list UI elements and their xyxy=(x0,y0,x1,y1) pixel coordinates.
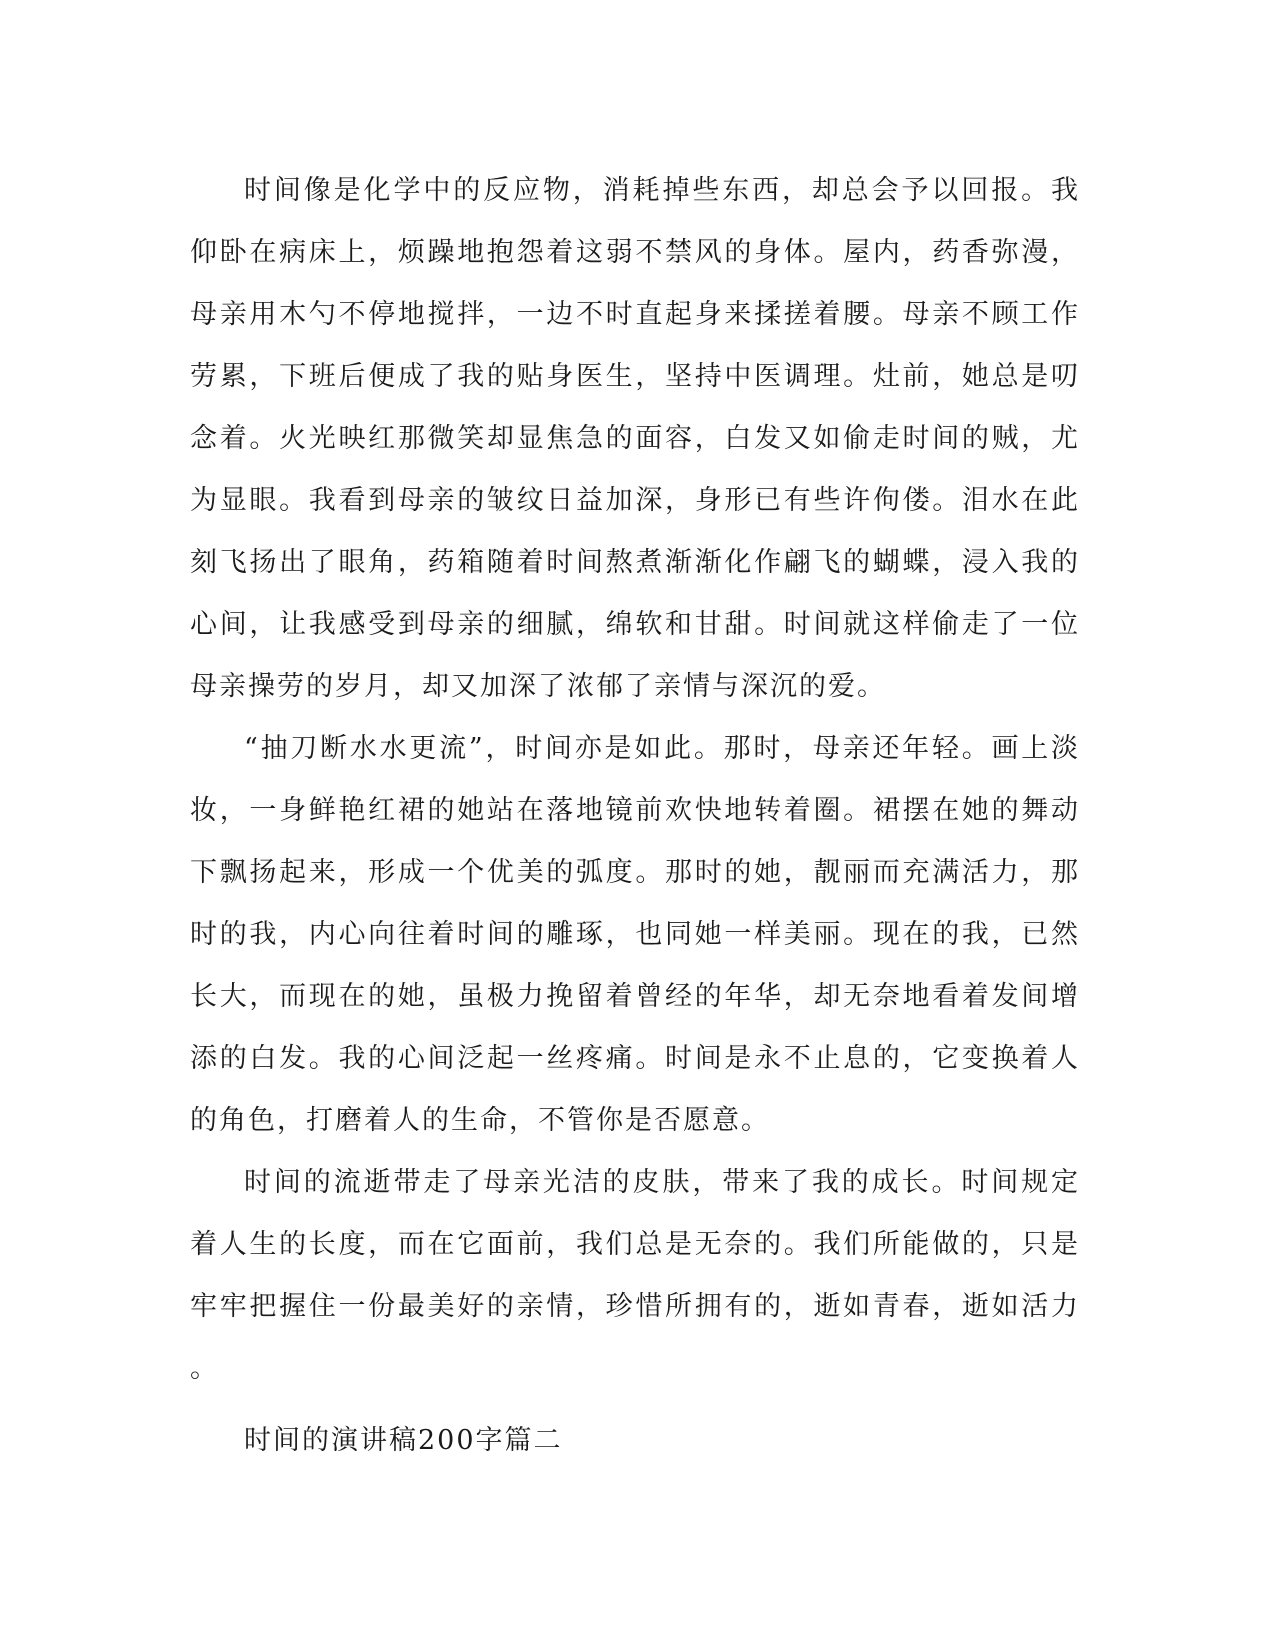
paragraph-1: 时间像是化学中的反应物，消耗掉些东西，却总会予以回报。我仰卧在病床上，烦躁地抱怨着这弱不禁风的身体。屋内，药香弥漫，母亲用木勺不停地搅拌，一边不时直起身来揉搓着腰。母亲不顾工作劳累，下班后便成了我的贴身医生，坚持中医调理。灶前，她总是叨念着。火光映红那微笑却显焦急的面容，白发又如偷走时间的贼，尤为显眼。我看到母亲的皱纹日益加深，身形已有些许佝偻。泪水在此刻飞扬出了眼角，药箱随着时间熬煮渐渐化作翩飞的蝴蝶，浸入我的心间，让我感受到母亲的细腻，绵软和甘甜。时间就这样偷走了一位母亲操劳的岁月，却又加深了浓郁了亲情与深沉的爱。 xyxy=(190,175,1080,702)
paragraph-3: 时间的流逝带走了母亲光洁的皮肤，带来了我的成长。时间规定着人生的长度，而在它面前，我们总是无奈的。我们所能做的，只是牢牢把握住一份最美好的亲情，珍惜所拥有的，逝如青春，逝如活力。 xyxy=(190,1167,1080,1384)
paragraph-2: “抽刀断水水更流”，时间亦是如此。那时，母亲还年轻。画上淡妆，一身鲜艳红裙的她站在落地镜前欢快地转着圈。裙摆在她的舞动下飘扬起来，形成一个优美的弧度。那时的她，靓丽而充满活力，那时的我，内心向往着时间的雕琢，也同她一样美丽。现在的我，已然长大，而现在的她，虽极力挽留着曾经的年华，却无奈地看着发间增添的白发。我的心间泛起一丝疼痛。时间是永不止息的，它变换着人的角色，打磨着人的生命，不管你是否愿意。 xyxy=(190,733,1080,1136)
document-body xyxy=(190,160,1080,1472)
section-heading: 时间的演讲稿200字篇二 xyxy=(244,1425,563,1456)
